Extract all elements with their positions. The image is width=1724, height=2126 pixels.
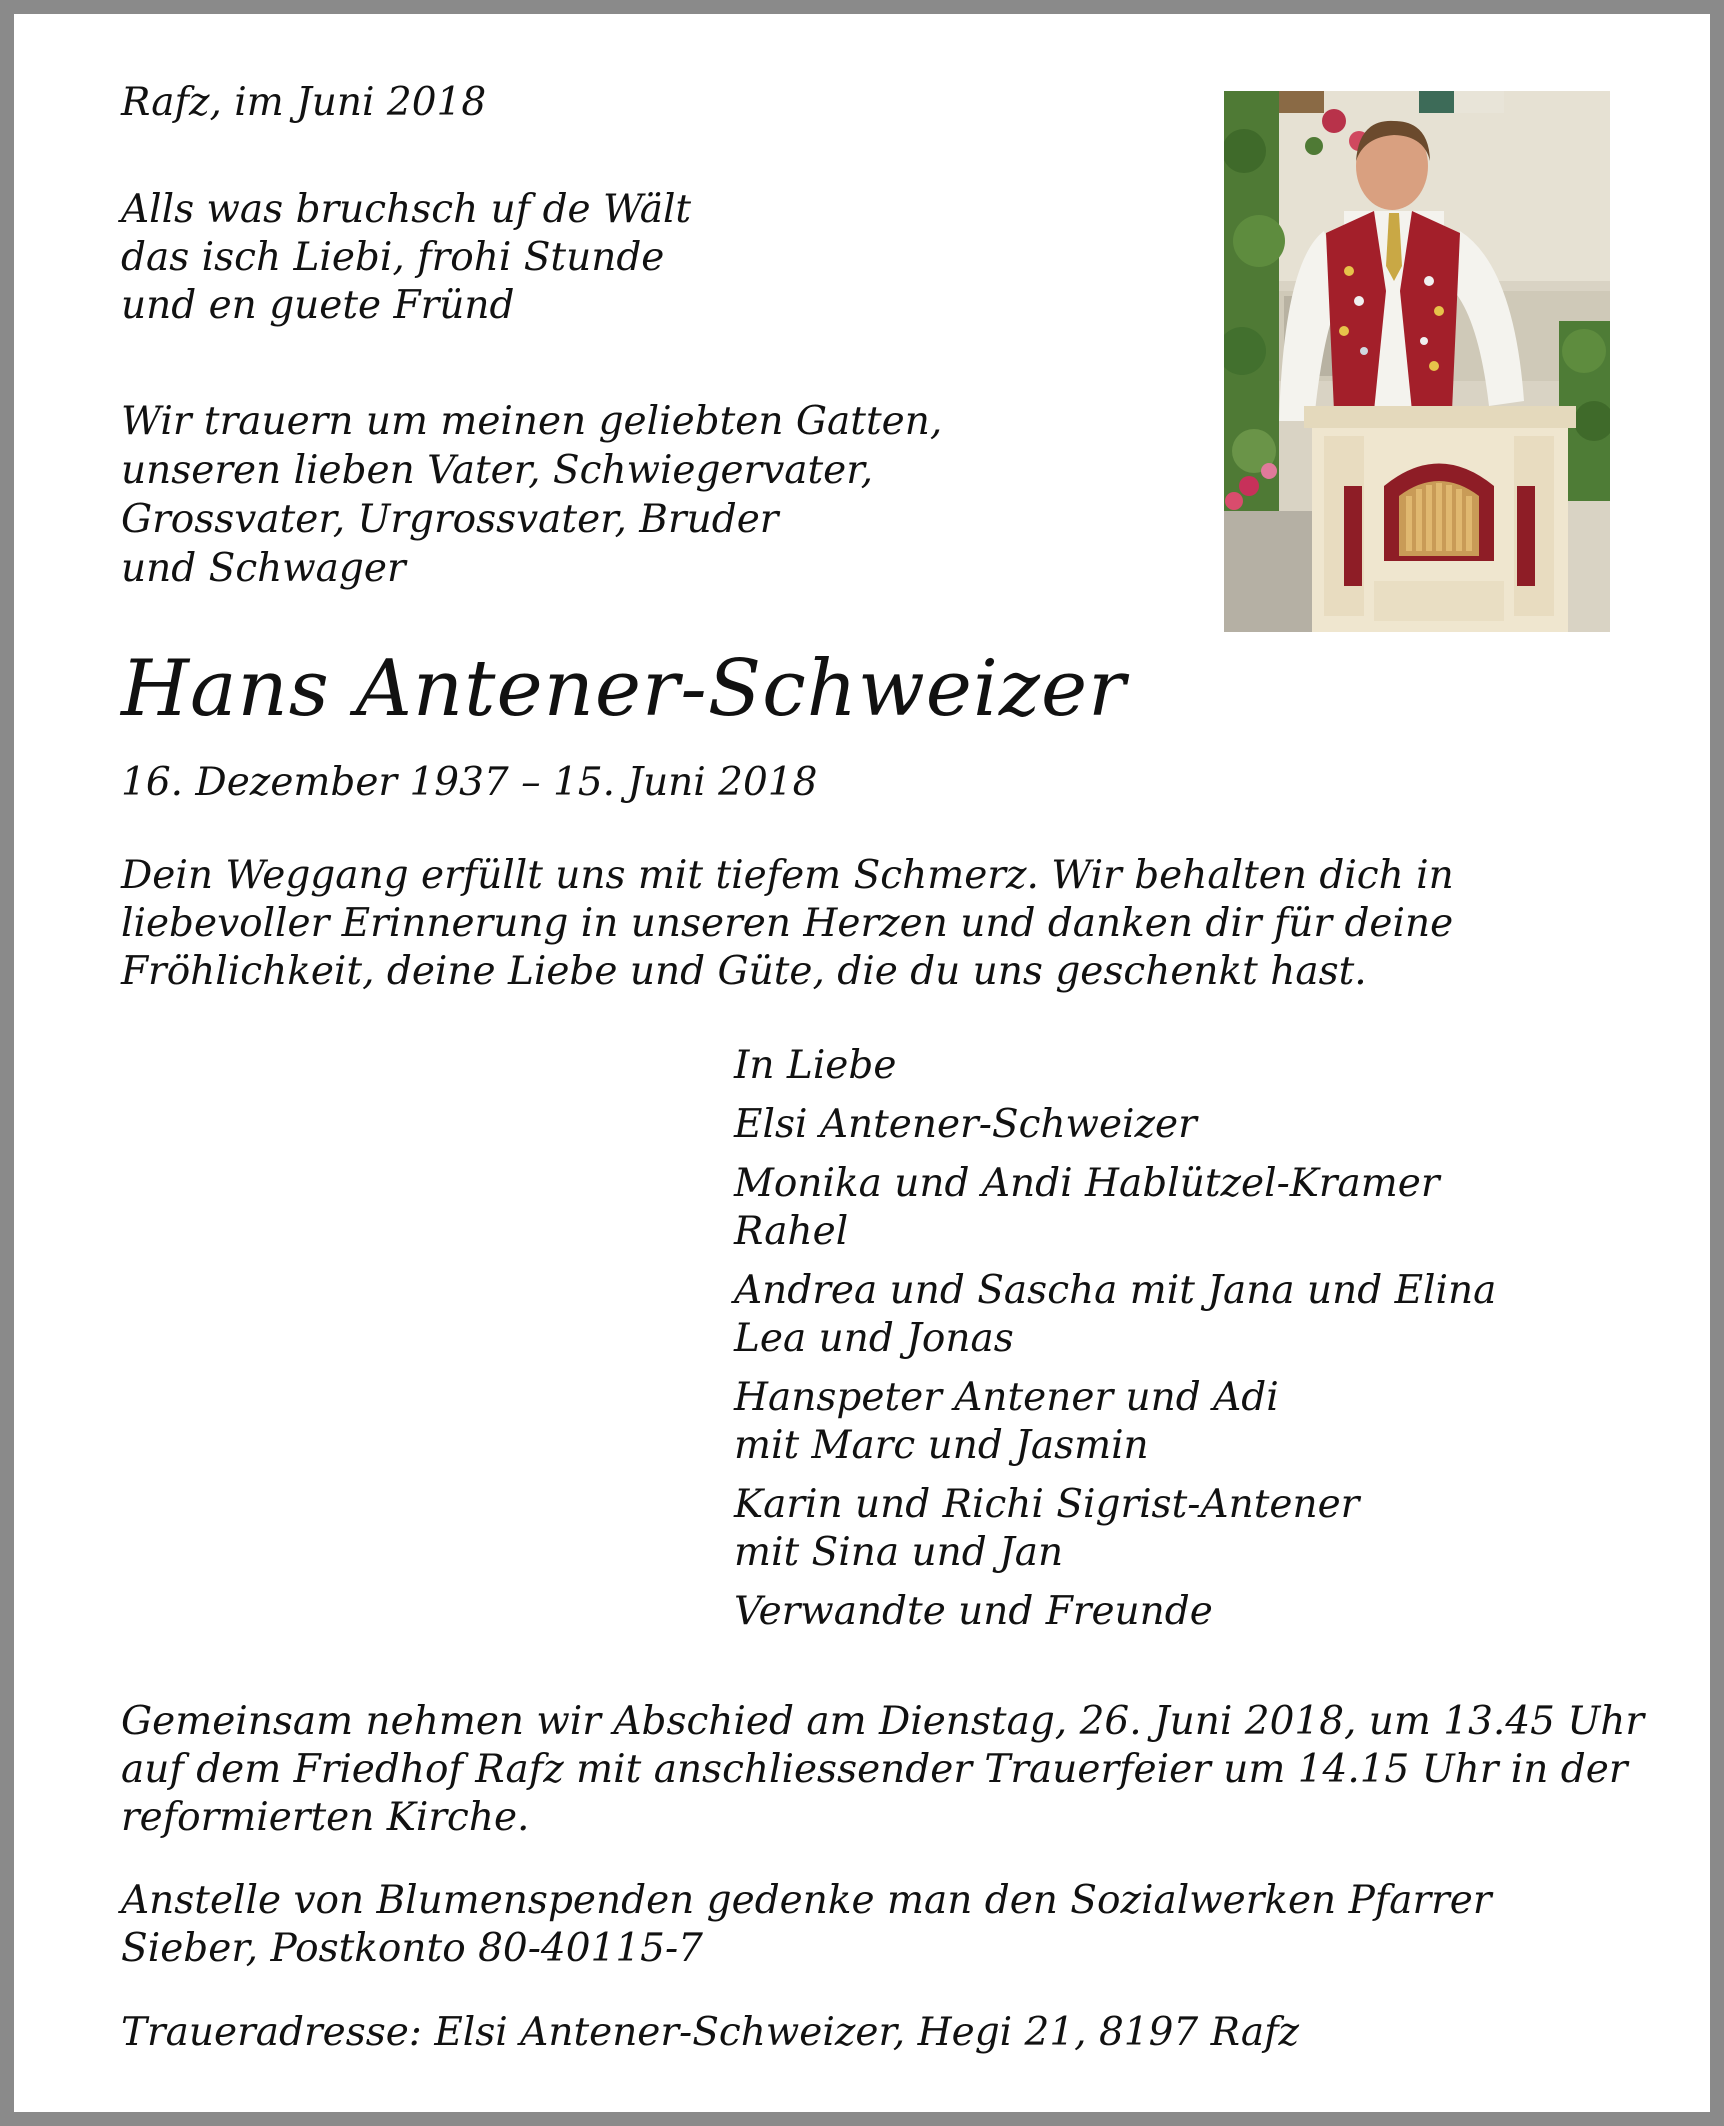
mourning-statement	[121, 397, 942, 593]
poem-line: Alls was bruchsch uf de Wält	[121, 187, 692, 232]
poem-line: und en guete Fründ	[121, 283, 515, 328]
donation-line: Anstelle von Blumenspenden gedenke man den Sozialwerken Pfarrer	[121, 1878, 1492, 1923]
signer-line: Verwandte und Freunde	[734, 1589, 1213, 1634]
obituary-page	[14, 14, 1710, 2112]
mourning-line: und Schwager	[121, 546, 406, 591]
place-date: Rafz, im Juni 2018	[121, 80, 487, 125]
ceremony-line: auf dem Friedhof Rafz mit anschliessender Trauerfeier um 14.15 Uhr in der	[121, 1747, 1628, 1792]
signer-group	[734, 1267, 1496, 1363]
mourning-line: unseren lieben Vater, Schwiegervater,	[121, 448, 873, 493]
signer-group	[734, 1160, 1496, 1256]
signer-group	[734, 1588, 1496, 1636]
ceremony-line: Gemeinsam nehmen wir Abschied am Dienstag, 26. Juni 2018, um 13.45 Uhr	[121, 1699, 1644, 1744]
donation-note	[121, 1877, 1492, 1973]
signer-group	[734, 1481, 1496, 1577]
deceased-name: Hans Antener-Schweizer	[121, 644, 1127, 734]
donation-line: Sieber, Postkonto 80-40115-7	[121, 1926, 703, 1971]
signer-line: Monika und Andi Hablützel-Kramer	[734, 1161, 1440, 1206]
signer-line: Lea und Jonas	[734, 1316, 1014, 1361]
ceremony-info	[121, 1698, 1644, 1842]
signers-list	[734, 1042, 1496, 1647]
mourning-line: Wir trauern um meinen geliebten Gatten,	[121, 399, 943, 444]
ceremony-line: reformierten Kirche.	[121, 1795, 530, 1840]
signer-line: Hanspeter Antener und Adi	[734, 1375, 1279, 1420]
poem	[121, 186, 691, 330]
signer-line: mit Marc und Jasmin	[734, 1423, 1149, 1468]
farewell-message	[121, 852, 1454, 996]
signer-line: Rahel	[734, 1209, 849, 1254]
signer-group	[734, 1374, 1496, 1470]
mourning-address: Traueradresse: Elsi Antener-Schweizer, Hegi 21, 8197 Rafz	[121, 2010, 1300, 2055]
signer-line: Elsi Antener-Schweizer	[734, 1102, 1197, 1147]
message-line: liebevoller Erinnerung in unseren Herzen und danken dir für deine	[121, 901, 1454, 946]
signer-line: mit Sina und Jan	[734, 1530, 1064, 1575]
signer-line: Karin und Richi Sigrist-Antener	[734, 1482, 1360, 1527]
signer-line: In Liebe	[734, 1043, 897, 1088]
poem-line: das isch Liebi, frohi Stunde	[121, 235, 665, 280]
message-line: Fröhlichkeit, deine Liebe und Güte, die du uns geschenkt hast.	[121, 949, 1367, 994]
signer-line: Andrea und Sascha mit Jana und Elina	[734, 1268, 1497, 1313]
portrait-photo	[1224, 91, 1610, 632]
mourning-line: Grossvater, Urgrossvater, Bruder	[121, 497, 779, 542]
signer-group	[734, 1101, 1496, 1149]
message-line: Dein Weggang erfüllt uns mit tiefem Schmerz. Wir behalten dich in	[121, 853, 1454, 898]
life-dates: 16. Dezember 1937 – 15. Juni 2018	[121, 760, 818, 805]
signer-group	[734, 1042, 1496, 1090]
